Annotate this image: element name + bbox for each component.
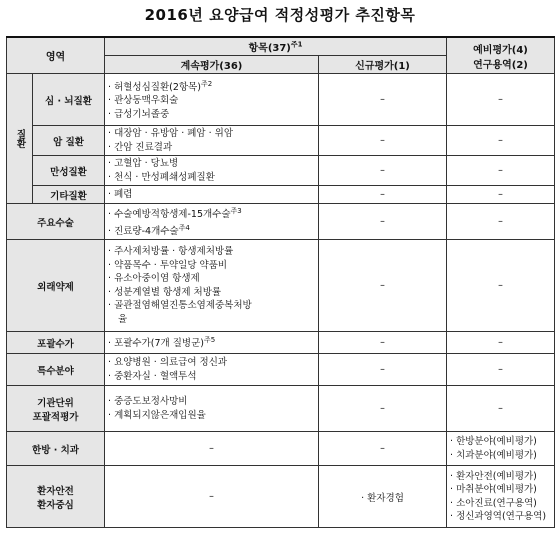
disease-cancer-items: · 대장암 · 유방암 · 폐암 · 위암 · 간암 진료결과	[105, 126, 319, 156]
institution-eval-prelim: –	[447, 386, 555, 432]
outpatient-drug-new: –	[319, 240, 447, 332]
disease-other-prelim: –	[447, 186, 555, 204]
disease-cardio-new: –	[319, 74, 447, 126]
evaluation-items-table	[6, 36, 555, 528]
disease-chronic-items: · 고혈압 · 당뇨병 · 천식 · 만성폐쇄성폐질환	[105, 156, 319, 186]
oriental-dental-prelim: · 한방분야(예비평가) · 치과분야(예비평가)	[447, 432, 555, 466]
disease-cardio-items: · 허혈성심질환(2항목)$^{주2}$ · 관상동맥우회술 · 급성기뇌졸중	[105, 74, 319, 126]
page-title: 2016년 요양급여 적정성평가 추진항목	[144, 6, 416, 24]
header-items: 항목$(37)^{주1}$	[105, 37, 447, 56]
special-field-label: 특수분야	[7, 354, 105, 386]
special-field-items: · 요양병원 · 의료급여 정신과 · 중환자실 · 혈액투석	[105, 354, 319, 386]
surgery-label: 주요수술	[7, 204, 105, 240]
disease-cardio-label: 심 · 뇌질환	[33, 74, 105, 126]
patient-safety-new: · 환자경험	[319, 466, 447, 528]
outpatient-drug-label: 외래약제	[7, 240, 105, 332]
patient-safety-continuing: –	[105, 466, 319, 528]
disease-chronic-label: 만성질환	[33, 156, 105, 186]
drg-label: 포괄수가	[7, 332, 105, 354]
institution-eval-label: 기관단위 포괄적평가	[7, 386, 105, 432]
header-continuing: 계속평가(36)	[105, 56, 319, 74]
oriental-dental-continuing: –	[105, 432, 319, 466]
patient-safety-prelim: · 환자안전(예비평가) · 마취분야(예비평가) · 소아진료(연구용역) · 정신과영역(연구용역)	[447, 466, 555, 528]
surgery-new: –	[319, 204, 447, 240]
special-field-prelim: –	[447, 354, 555, 386]
disease-chronic-new: –	[319, 156, 447, 186]
oriental-dental-new: –	[319, 432, 447, 466]
disease-cancer-prelim: –	[447, 126, 555, 156]
header-prelim: 예비평가(4) 연구용역(2)	[447, 37, 555, 74]
special-field-new: –	[319, 354, 447, 386]
header-area: 영역	[7, 37, 105, 74]
disease-other-new: –	[319, 186, 447, 204]
patient-safety-label: 환자안전 환자중심	[7, 466, 105, 528]
outpatient-drug-items: · 주사제처방률 · 항생제처방률 · 약품목수 · 투약일당 약품비 · 유소아중이염 항생제 · 성분계열별 항생제 처방률 · 골관절염해열진통소염제중복처방 율	[105, 240, 319, 332]
disease-other-items: · 폐렴	[105, 186, 319, 204]
institution-eval-new: –	[319, 386, 447, 432]
drg-new: –	[319, 332, 447, 354]
disease-chronic-prelim: –	[447, 156, 555, 186]
disease-category: 질환	[7, 74, 33, 204]
disease-cancer-new: –	[319, 126, 447, 156]
drg-items: · 포괄수가(7개 질병군)$^{주5}$	[105, 332, 319, 354]
outpatient-drug-prelim: –	[447, 240, 555, 332]
disease-cardio-prelim: –	[447, 74, 555, 126]
surgery-prelim: –	[447, 204, 555, 240]
surgery-items: · 수술예방적항생제-15개수술$^{주3}$ · 진료량-4개수술$^{주4}$	[105, 204, 319, 240]
institution-eval-items: · 중증도보정사망비 · 계획되지않은재입원율	[105, 386, 319, 432]
header-new: 신규평가(1)	[319, 56, 447, 74]
oriental-dental-label: 한방 · 치과	[7, 432, 105, 466]
disease-other-label: 기타질환	[33, 186, 105, 204]
drg-prelim: –	[447, 332, 555, 354]
disease-cancer-label: 암 질환	[33, 126, 105, 156]
